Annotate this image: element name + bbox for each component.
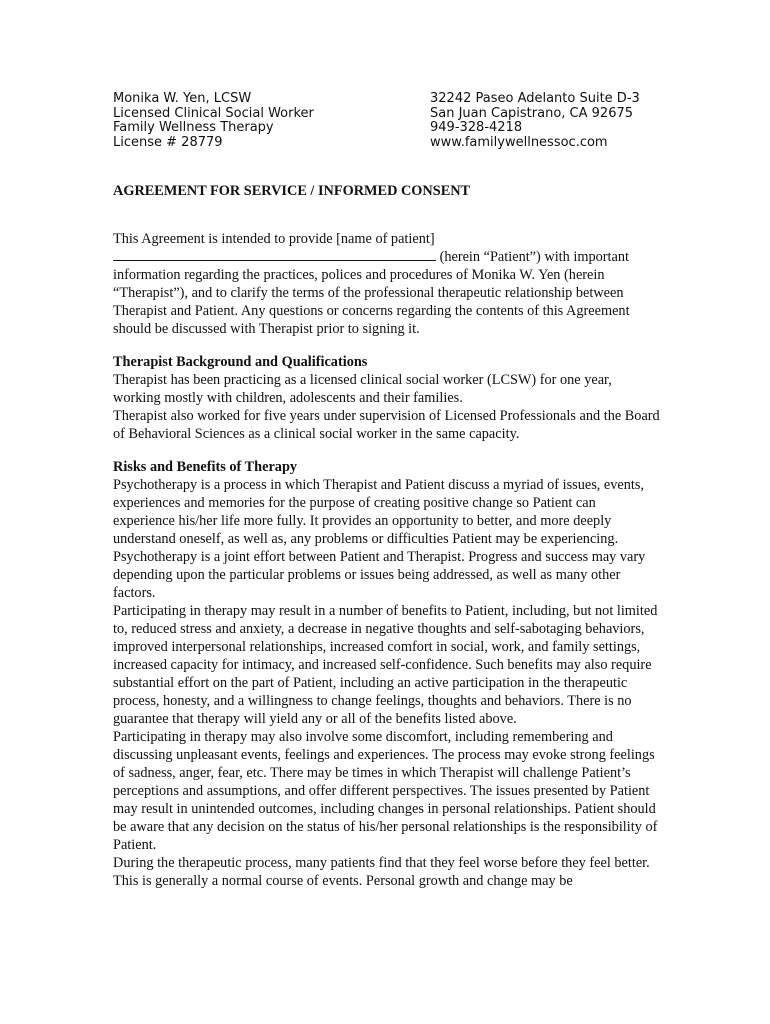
therapist-name: Monika W. Yen, LCSW	[113, 91, 252, 106]
section-risks-benefits	[113, 458, 661, 890]
intro-paragraph	[113, 230, 661, 338]
phone-number: 949-328-4218	[430, 120, 523, 135]
intro-text-start: This Agreement is intended to provide [name of patient]	[113, 231, 435, 247]
paragraph: During the therapeutic process, many patients find that they feel worse before they feel better. This is generally a normal course of events. Personal growth and change may be	[113, 855, 650, 889]
paragraph: Therapist also worked for five years under supervision of Licensed Professionals and the Board of Behavioral Sciences as a clinical social worker in the same capacity.	[113, 408, 660, 442]
section-heading: Risks and Benefits of Therapy	[113, 459, 298, 475]
city-state-zip: San Juan Capistrano, CA 92675	[430, 105, 634, 121]
paragraph: Participating in therapy may result in a number of benefits to Patient, including, but not limited to, reduced stress and anxiety, a decrease in negative thoughts and self-sabotaging behaviors, improved interpersonal relationships, increased comfort in social, work, and family settings, increased capacity for intimacy, and increased self-confidence. Such benefits may also require substantial effort on the part of Patient, including an active participation in the therapeutic process, honesty, and a willingness to change feelings, thoughts and behaviors. There is no guarantee that therapy will yield any or all of the benefits listed above.	[113, 603, 658, 727]
license-number: License # 28779	[113, 134, 223, 150]
section-background	[113, 353, 661, 443]
letterhead-therapist-info	[113, 92, 314, 150]
patient-name-blank-line[interactable]	[113, 248, 436, 261]
practice-name: Family Wellness Therapy	[113, 120, 274, 135]
paragraph: Psychotherapy is a process in which Therapist and Patient discuss a myriad of issues, events, experiences and memories for the purpose of creating positive change so Patient can experience his/her life more fully. It provides an opportunity to better, and more deeply understand oneself, as well as, any problems or difficulties Patient may be experiencing. Psychotherapy is a joint effort between Patient and Therapist. Progress and success may vary depending upon the particular problems or issues being addressed, as well as many other factors.	[113, 477, 646, 601]
website: www.familywellnessoc.com	[430, 134, 608, 150]
paragraph: Participating in therapy may also involve some discomfort, including remembering and discussing unpleasant events, feelings and experiences. The process may evoke strong feelings of sadness, anger, fear, etc. There may be times in which Therapist will challenge Patient’s perceptions and assumptions, and offer different perspectives. The issues presented by Patient may result in unintended outcomes, including changes in personal relationships. Patient should be aware that any decision on the status of his/her personal relationships is the responsibility of Patient.	[113, 729, 658, 853]
section-heading: Therapist Background and Qualifications	[113, 354, 368, 370]
paragraph: Therapist has been practicing as a licensed clinical social worker (LCSW) for one year, working mostly with children, adolescents and their families.	[113, 372, 612, 406]
intro-text-rest: (herein “Patient”) with important information regarding the practices, polices and procedures of Monika W. Yen (herein “Therapist”), and to clarify the terms of the professional therapeutic relationship between Therapist and Patient. Any questions or concerns regarding the contents of this Agreement should be discussed with Therapist prior to signing it.	[113, 249, 630, 337]
document-title: AGREEMENT FOR SERVICE / INFORMED CONSENT	[113, 183, 471, 199]
street-address: 32242 Paseo Adelanto Suite D-3	[430, 91, 640, 106]
therapist-credential: Licensed Clinical Social Worker	[113, 105, 314, 121]
document-body	[113, 182, 661, 905]
letterhead-contact-info	[430, 92, 640, 150]
